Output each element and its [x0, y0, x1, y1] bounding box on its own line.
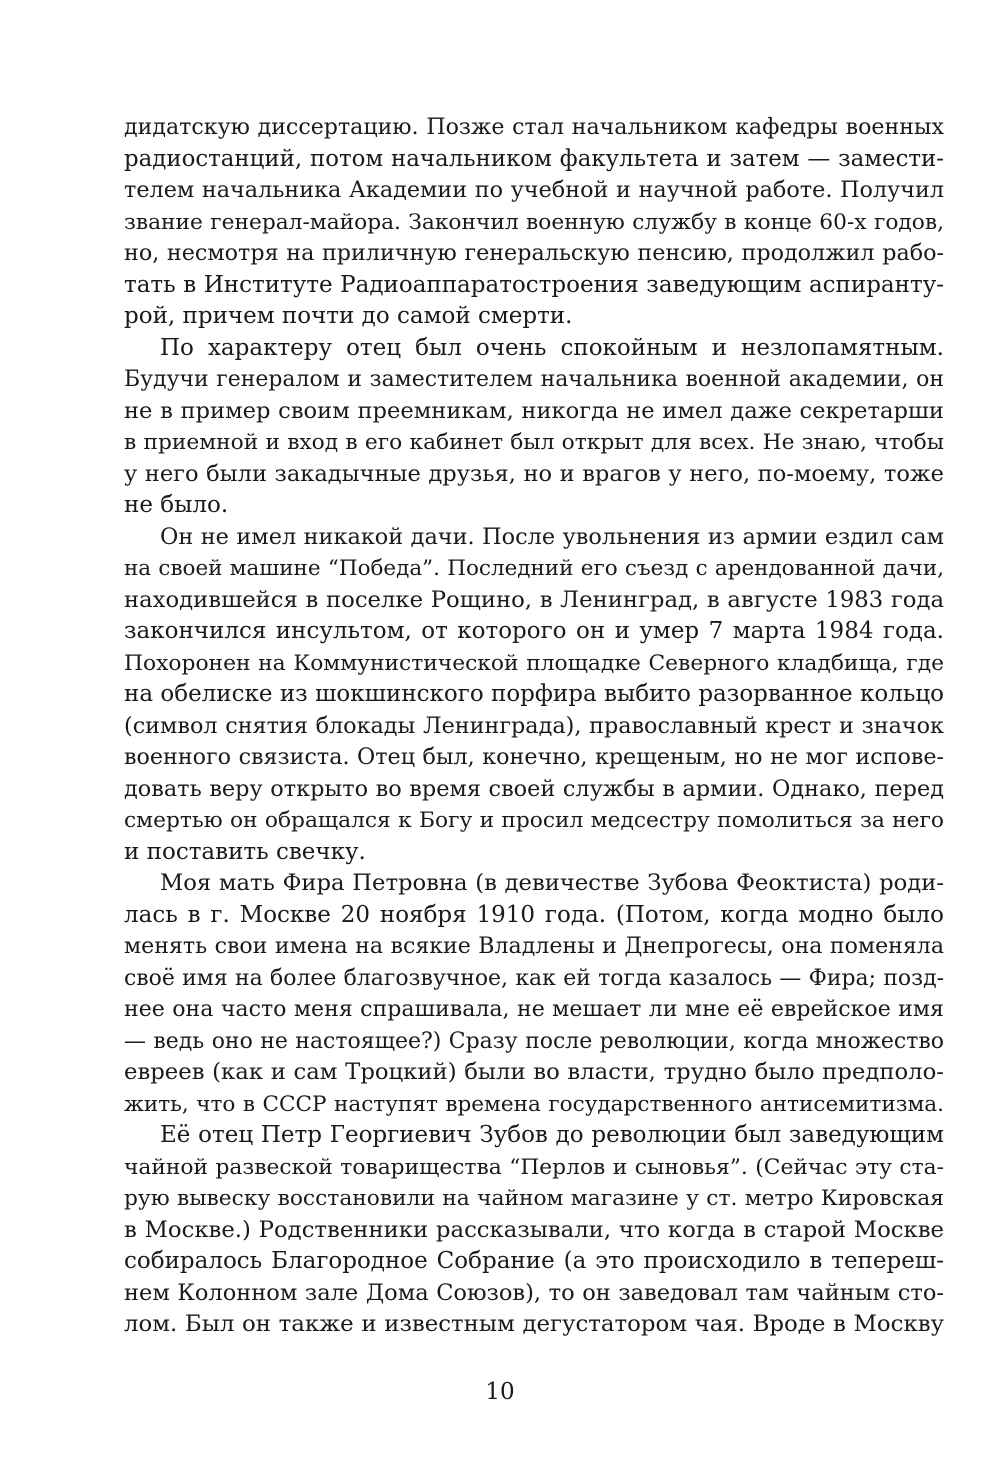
text-line: Моя мать Фира Петровна (в девичестве Зубова Феоктиста) роди- [160, 870, 944, 896]
text-line: в приемной и вход в его кабинет был открыт для всех. Не знаю, чтобы [124, 430, 944, 455]
text-line: смертью он обращался к Богу и просил медсестру помолиться за него [124, 808, 944, 833]
paragraph [124, 112, 944, 333]
text-line: менять свои имена на всякие Владлены и Днепрогесы, она поменяла [124, 934, 944, 959]
text-line: и поставить свечку. [124, 838, 366, 865]
text-line: в Москве.) Родственники рассказывали, что когда в старой Москве [124, 1216, 944, 1243]
text-line: чайной развеской товарищества “Перлов и сыновья”. (Сейчас эту ста- [124, 1154, 944, 1180]
paragraph [124, 868, 944, 1120]
text-line: нее она часто меня спрашивала, не мешает ли мне её еврейское имя [124, 997, 944, 1022]
text-line: лась в г. Москве 20 ноября 1910 года. (Потом, когда модно было [124, 901, 944, 928]
text-line: не было. [124, 492, 229, 518]
text-line: на своей машине “Победа”. Последний его съезд с арендованной дачи, [124, 556, 944, 581]
text-line: рой, причем почти до самой смерти. [124, 303, 573, 329]
page-number: 10 [485, 1379, 515, 1405]
paragraph [124, 522, 944, 869]
text-line: довать веру открыто во время своей службы в армии. Однако, перед [124, 775, 944, 802]
text-line: телем начальника Академии по учебной и научной работе. Получил [124, 177, 944, 203]
text-line: военного связиста. Отец был, конечно, крещеным, но не мог испове- [124, 744, 944, 770]
text-line: — ведь оно не настоящее?) Сразу после революции, когда множество [124, 1028, 944, 1054]
text-line: нем Колонном зале Дома Союзов), то он заведовал там чайным сто- [124, 1279, 944, 1306]
text-line: своё имя на более благозвучное, как ей тогда казалось — Фира; позд- [124, 965, 944, 991]
paragraph [124, 1120, 944, 1341]
text-line: Её отец Петр Георгиевич Зубов до революции был заведующим [160, 1122, 944, 1148]
text-line: но, несмотря на приличную генеральскую пенсию, продолжил рабо- [124, 240, 944, 266]
text-line: на обелиске из шокшинского порфира выбито разорванное кольцо [124, 681, 944, 707]
text-line: дидатскую диссертацию. Позже стал начальником кафедры военных [124, 114, 944, 140]
body-text [124, 112, 944, 1341]
text-line: тать в Институте Радиоаппаратостроения заведующим аспиранту- [124, 271, 944, 298]
text-line: жить, что в СССР наступят времена государственного антисемитизма. [124, 1091, 944, 1117]
paragraph [124, 333, 944, 522]
text-line: лом. Был он также и известным дегустатором чая. Вроде в Москву [124, 1311, 944, 1337]
text-line: радиостанций, потом начальником факультета и затем — замести- [124, 145, 944, 172]
text-line: находившейся в поселке Рощино, в Ленинград, в августе 1983 года [124, 586, 944, 613]
text-line: не в пример своим преемникам, никогда не имел даже секретарши [124, 397, 944, 424]
text-line: Похоронен на Коммунистической площадке Северного кладбища, где [124, 650, 944, 676]
text-line: Он не имел никакой дачи. После увольнения из армии ездил сам [160, 523, 944, 550]
text-line: евреев (как и сам Троцкий) были во власти, трудно было предполо- [124, 1059, 944, 1085]
text-line: собиралось Благородное Собрание (а это происходило в тепереш- [124, 1248, 944, 1274]
text-line: По характеру отец был очень спокойным и незлопамятным. [160, 334, 944, 361]
text-line: (символ снятия блокады Ленинграда), православный крест и значок [124, 712, 944, 739]
text-line: закончился инсультом, от которого он и умер 7 марта 1984 года. [124, 618, 944, 644]
text-line: Будучи генералом и заместителем начальника военной академии, он [124, 367, 944, 392]
text-line: звание генерал-майора. Закончил военную службу в конце 60-х годов, [124, 209, 944, 235]
text-line: у него были закадычные друзья, но и врагов у него, по-моему, тоже [124, 460, 944, 487]
text-line: рую вывеску восстановили на чайном магазине у ст. метро Кировская [124, 1186, 944, 1211]
